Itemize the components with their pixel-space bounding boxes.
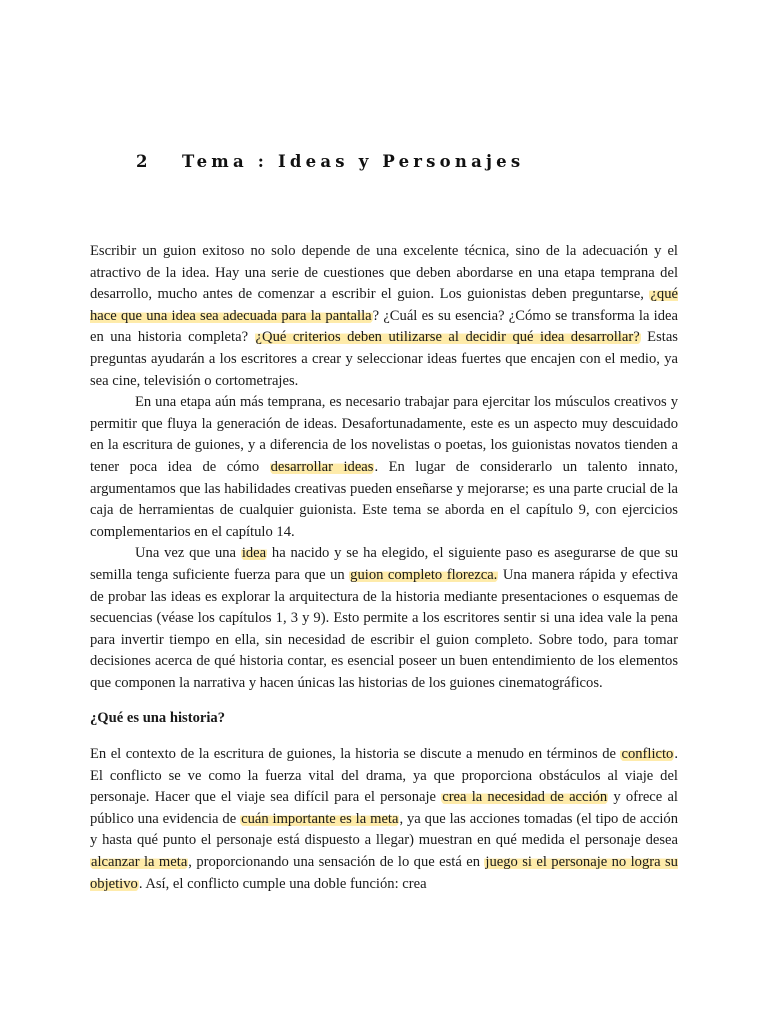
highlighted-text: ¿qué hace que una idea sea adecuada para la pantalla bbox=[90, 286, 678, 324]
text-run: ha nacido y se ha elegido, el siguiente paso es asegurarse de que su semilla tenga suficiente fuerza para que un bbox=[90, 545, 678, 583]
text-run: . En lugar de considerarlo un talento innato, argumentamos que las habilidades creativas pueden enseñarse y mejorarse; es una parte crucial de la caja de herramientas de cualquier guionista. Este tema se aborda en el capítulo 9, con ejercicios complementarios en el capítulo 14. bbox=[90, 458, 678, 540]
highlighted-text: juego si el personaje no logra su objetivo bbox=[90, 854, 678, 892]
text-run: Estas preguntas ayudarán a los escritores a crear y seleccionar ideas fuertes que encajen con el medio, ya sea cine, televisión o cortometrajes. bbox=[90, 329, 678, 389]
text-run: ? ¿Cuál es su esencia? ¿Cómo se transforma la idea en una historia completa? bbox=[90, 307, 678, 346]
paragraph bbox=[90, 392, 678, 543]
chapter-title: Tema : Ideas y Personajes bbox=[182, 152, 525, 171]
highlighted-text: crea la necesidad de acción bbox=[442, 789, 608, 806]
text-run: y ofrece al público una evidencia de bbox=[90, 789, 678, 827]
text-run: . El conflicto se ve como la fuerza vital del drama, ya que proporciona obstáculos al viaje del personaje. Hacer que el viaje sea difícil para el personaje bbox=[90, 746, 678, 806]
chapter-number: 2 bbox=[136, 152, 148, 171]
text-run: Una manera rápida y efectiva de probar las ideas es explorar la arquitectura de la historia mediante presentaciones o esquemas de secuencias (véase los capítulos 1, 3 y 9). Esto permite a los escritores sentir si una idea vale la pena para invertir tiempo en ella, sin necesidad de escribir el guion completo. Sobre todo, para tomar decisiones acerca de qué historia contar, es esencial poseer un buen entendimiento de los elementos que componen la narrativa y hacen únicas las historias de los guiones cinematográficos. bbox=[90, 566, 678, 691]
highlighted-text: ¿Qué criterios deben utilizarse al decidir qué idea desarrollar? bbox=[255, 329, 640, 346]
text-run: , proporcionando una sensación de lo que está en bbox=[188, 854, 485, 871]
highlighted-text: guion completo florezca. bbox=[350, 566, 498, 583]
text-run: En una etapa aún más temprana, es necesario trabajar para ejercitar los músculos creativos y permitir que fluya la generación de ideas. Desafortunadamente, este es un aspecto muy descuidado en la escritura de guiones, y a diferencia de los novelistas o poetas, los guionistas novatos tienden a tener poca idea de cómo bbox=[90, 394, 678, 475]
text-run: Escribir un guion exitoso no solo depende de una excelente técnica, sino de la adecuación y el atractivo de la idea. Hay una serie de cuestiones que deben abordarse en una etapa temprana del desarrollo, mucho antes de comenzar a escribir el guion. Los guionistas deben preguntarse, bbox=[90, 243, 678, 303]
section-heading: ¿Qué es una historia? bbox=[90, 710, 226, 727]
highlighted-text: desarrollar ideas bbox=[270, 458, 374, 475]
paragraph bbox=[90, 744, 678, 895]
text-run: En el contexto de la escritura de guiones, la historia se discute a menudo en términos de bbox=[90, 746, 621, 763]
text-run: , ya que las acciones tomadas (el tipo de acción y hasta qué punto el personaje está dispuesto a llegar) muestran en qué medida el personaje desea bbox=[90, 810, 678, 849]
text-run: . Así, el conflicto cumple una doble función: crea bbox=[138, 875, 427, 892]
highlighted-text: idea bbox=[241, 545, 267, 562]
body-text bbox=[90, 241, 678, 895]
paragraph bbox=[90, 543, 678, 694]
text-run: Una vez que una bbox=[135, 545, 241, 562]
chapter-heading bbox=[136, 151, 524, 173]
highlighted-text: alcanzar la meta bbox=[91, 854, 188, 871]
highlighted-text: cuán importante es la meta bbox=[241, 810, 399, 827]
paragraph bbox=[90, 241, 678, 392]
highlighted-text: conflicto bbox=[621, 746, 674, 763]
